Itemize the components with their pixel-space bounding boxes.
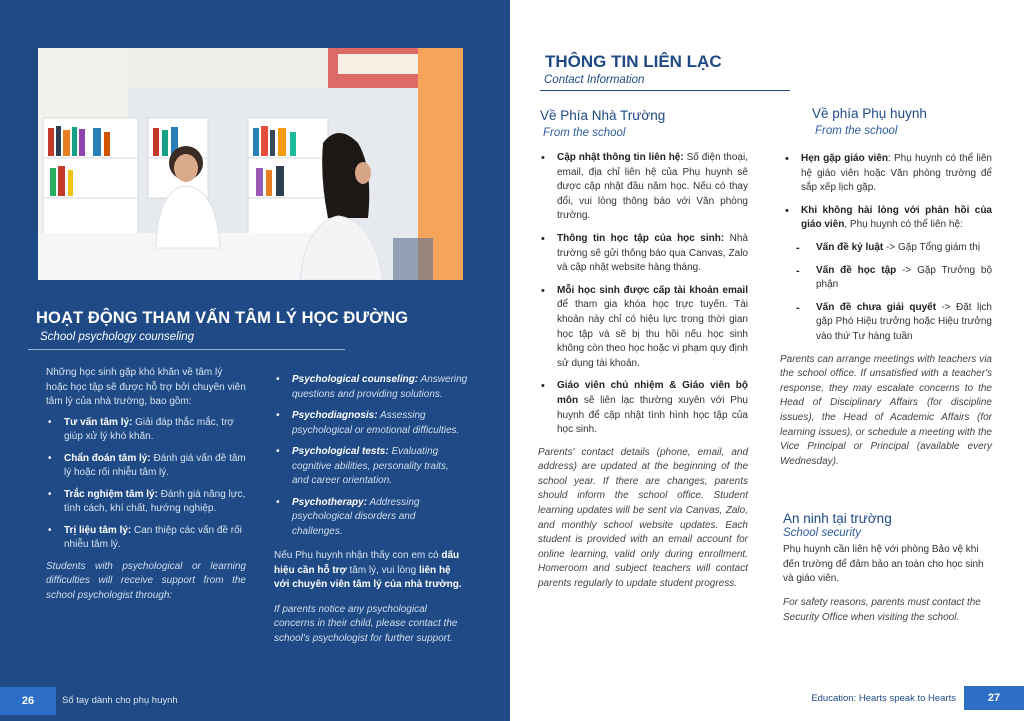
list-item bbox=[274, 409, 468, 438]
item-desc: Giải đáp thắc mắc, trợ giúp xử lý khó khăn. bbox=[64, 416, 234, 442]
parent-section-en: Parents can arrange meetings with teachers via the school office. If unsatisfied with a teacher's response, they may escalate concerns to the Head of Disciplinary Affairs (for discipline issues), the Head of Academic Affairs (for learning issues), or schedule a meeting with the Vice Principal or Principal (available every Wednesday). bbox=[780, 353, 992, 467]
security-text: Phụ huynh cần liên hệ với phòng Bảo vệ khi đến trường để đảm bảo an toàn cho học sinh và giáo viên. bbox=[783, 544, 984, 585]
item-desc: -> Gặp Trưởng bộ phận bbox=[816, 264, 993, 291]
counseling-services-en bbox=[274, 373, 468, 539]
left-footer bbox=[0, 687, 510, 715]
item-term: Vấn đề học tập bbox=[816, 264, 897, 276]
right-page-title: THÔNG TIN LIÊN LẠC bbox=[545, 52, 722, 71]
counseling-intro-en: Students with psychological or learning difficulties will receive support from the school psychologist through: bbox=[46, 560, 246, 601]
counseling-services-vi bbox=[46, 416, 246, 553]
list-item bbox=[274, 445, 468, 489]
item-term: Giáo viên chủ nhiệm & Giáo viên bộ môn bbox=[557, 380, 748, 406]
item-desc: Can thiệp các vấn đề rối nhiễu tâm lý. bbox=[64, 524, 242, 550]
item-term: Hẹn gặp giáo viên bbox=[801, 153, 888, 164]
item-desc: Nhà trường sẽ gửi thông báo qua Canvas, Zalo và cập nhật website hàng tháng. bbox=[557, 232, 749, 274]
list-item bbox=[782, 204, 992, 233]
item-desc: Assessing psychological or emotional difficulties. bbox=[292, 410, 460, 436]
item-term: Khi không hài lòng với phản hồi của giáo viên bbox=[801, 204, 992, 231]
item-term: Chẩn đoán tâm lý: bbox=[64, 452, 151, 464]
school-items bbox=[538, 151, 748, 438]
list-item bbox=[46, 524, 246, 553]
item-desc: Số điện thoại, email, địa chỉ liên hệ của Phụ huynh sẽ được cập nhật đầu năm học. Nếu có thay đổi, vui lòng thông báo với Văn phòng trường. bbox=[557, 152, 748, 222]
item-term: Tư vấn tâm lý: bbox=[64, 416, 133, 428]
item-term: Psychological counseling: bbox=[292, 374, 419, 385]
list-item bbox=[538, 284, 748, 372]
list-item bbox=[538, 151, 748, 224]
item-desc: sẽ liên lạc thường xuyên với Phụ huynh để cập nhật tình hình học tập của học sinh. bbox=[557, 394, 748, 436]
escalation-items bbox=[796, 241, 992, 345]
item-term: Psychological tests: bbox=[292, 446, 389, 457]
security-section-heading: An ninh tại trường bbox=[783, 511, 892, 526]
left-page-title: HOẠT ĐỘNG THAM VẤN TÂM LÝ HỌC ĐƯỜNG bbox=[36, 309, 409, 327]
list-item bbox=[274, 496, 468, 540]
item-desc: Evaluating cognitive abilities, personality traits, and career orientation. bbox=[292, 446, 449, 486]
left-title-divider bbox=[28, 349, 345, 350]
list-item bbox=[796, 301, 992, 345]
item-term: Vấn đề kỷ luật bbox=[816, 241, 884, 253]
counseling-photo bbox=[38, 48, 463, 280]
right-page-subtitle: Contact Information bbox=[544, 74, 645, 86]
left-column-vietnamese bbox=[46, 366, 246, 609]
right-footer bbox=[510, 686, 1024, 710]
left-page-subtitle: School psychology counseling bbox=[40, 331, 195, 343]
item-desc: , Phụ huynh có thể liên hệ: bbox=[844, 219, 963, 231]
item-term: Psychotherapy: bbox=[292, 496, 368, 508]
right-page bbox=[510, 0, 1024, 721]
left-column-english bbox=[274, 373, 468, 652]
item-desc: Addressing psychological disorders and challenges. bbox=[292, 496, 420, 537]
counseling-photo-illustration bbox=[38, 48, 463, 280]
item-desc: Answering questions and providing solutions. bbox=[292, 374, 468, 400]
left-page bbox=[0, 0, 510, 721]
list-item bbox=[538, 379, 748, 437]
item-term: Cập nhật thông tin liên hệ: bbox=[557, 152, 684, 163]
item-desc: để tham gia khóa học trực tuyến. Tài khoản này chỉ có hiệu lực trong thời gian học tập và sẽ bị thu hồi nếu học sinh không còn theo học hoặc vi phạm quy định sử dụng tài khoản. bbox=[557, 299, 748, 369]
item-term: Psychodiagnosis: bbox=[292, 410, 378, 421]
list-item bbox=[796, 264, 992, 293]
school-section bbox=[538, 151, 748, 592]
item-term: Trắc nghiệm tâm lý: bbox=[64, 488, 158, 500]
parent-section-subheading: From the school bbox=[815, 125, 898, 137]
right-footer-text: Education: Hearts speak to Hearts bbox=[811, 693, 956, 704]
item-term: Mỗi học sinh được cấp tài khoản email bbox=[557, 284, 748, 296]
school-section-en: Parents' contact details (phone, email, and address) are updated at the beginning of the school year. If there are changes, parents should inform the school office. Student learning updates will be sent via Canvas, Zalo, and monthly school website updates. Each student is provided with an email account for online learning, valid only during enrollment. Homeroom and subject teachers will contact parents regularly to update student progress. bbox=[538, 446, 748, 590]
counseling-intro: Những học sinh gặp khó khăn về tâm lý hoặc học tập sẽ được hỗ trợ bởi chuyên viên tâm lý của nhà trường, bao gồm: bbox=[46, 367, 246, 407]
list-item bbox=[796, 241, 992, 256]
parent-support-note-en: If parents notice any psychological concerns in their child, please contact the school's psychologist for further support. bbox=[274, 603, 458, 644]
parent-section-heading: Về phía Phụ huynh bbox=[812, 106, 927, 121]
parent-items bbox=[782, 152, 992, 233]
item-desc: -> Gặp Tổng giám thị bbox=[883, 241, 981, 253]
parent-support-note: Nếu Phụ huynh nhận thấy con em có dấu hiệu cần hỗ trợ tâm lý, vui lòng liên hệ với chuyên viên tâm lý của nhà trường. bbox=[274, 550, 462, 590]
list-item bbox=[46, 416, 246, 445]
school-section-subheading: From the school bbox=[543, 127, 626, 139]
item-term: Trị liệu tâm lý: bbox=[64, 524, 132, 536]
right-title-divider bbox=[540, 90, 790, 91]
item-term: Vấn đề chưa giải quyết bbox=[816, 301, 937, 313]
item-term: Thông tin học tập của học sinh: bbox=[557, 232, 725, 244]
left-footer-text: Sổ tay dành cho phụ huynh bbox=[62, 695, 178, 706]
security-text-en: For safety reasons, parents must contact the Security Office when visiting the school. bbox=[783, 597, 981, 623]
page-number-right: 27 bbox=[964, 686, 1024, 710]
item-desc: : Phụ huynh có thể liên hệ giáo viên hoặc Văn phòng trường để sắp xếp lịch gặp. bbox=[801, 153, 992, 194]
security-section-subheading: School security bbox=[783, 527, 861, 539]
list-item bbox=[274, 373, 468, 402]
list-item bbox=[782, 152, 992, 196]
item-desc: -> Đặt lịch gặp Phó Hiệu trưởng hoặc Hiệu trưởng vào thứ Tư hàng tuần bbox=[816, 301, 992, 342]
page-number-left: 26 bbox=[0, 687, 56, 715]
item-desc: Đánh giá năng lực, tính cách, khí chất, hướng nghiệp. bbox=[64, 488, 246, 514]
list-item bbox=[46, 452, 246, 481]
school-section-heading: Về Phía Nhà Trường bbox=[540, 108, 666, 123]
item-desc: Đánh giá vấn đề tâm lý hoặc rối nhiễu tâm lý. bbox=[64, 452, 246, 478]
list-item bbox=[538, 232, 748, 276]
list-item bbox=[46, 488, 246, 517]
parent-section bbox=[782, 152, 992, 469]
